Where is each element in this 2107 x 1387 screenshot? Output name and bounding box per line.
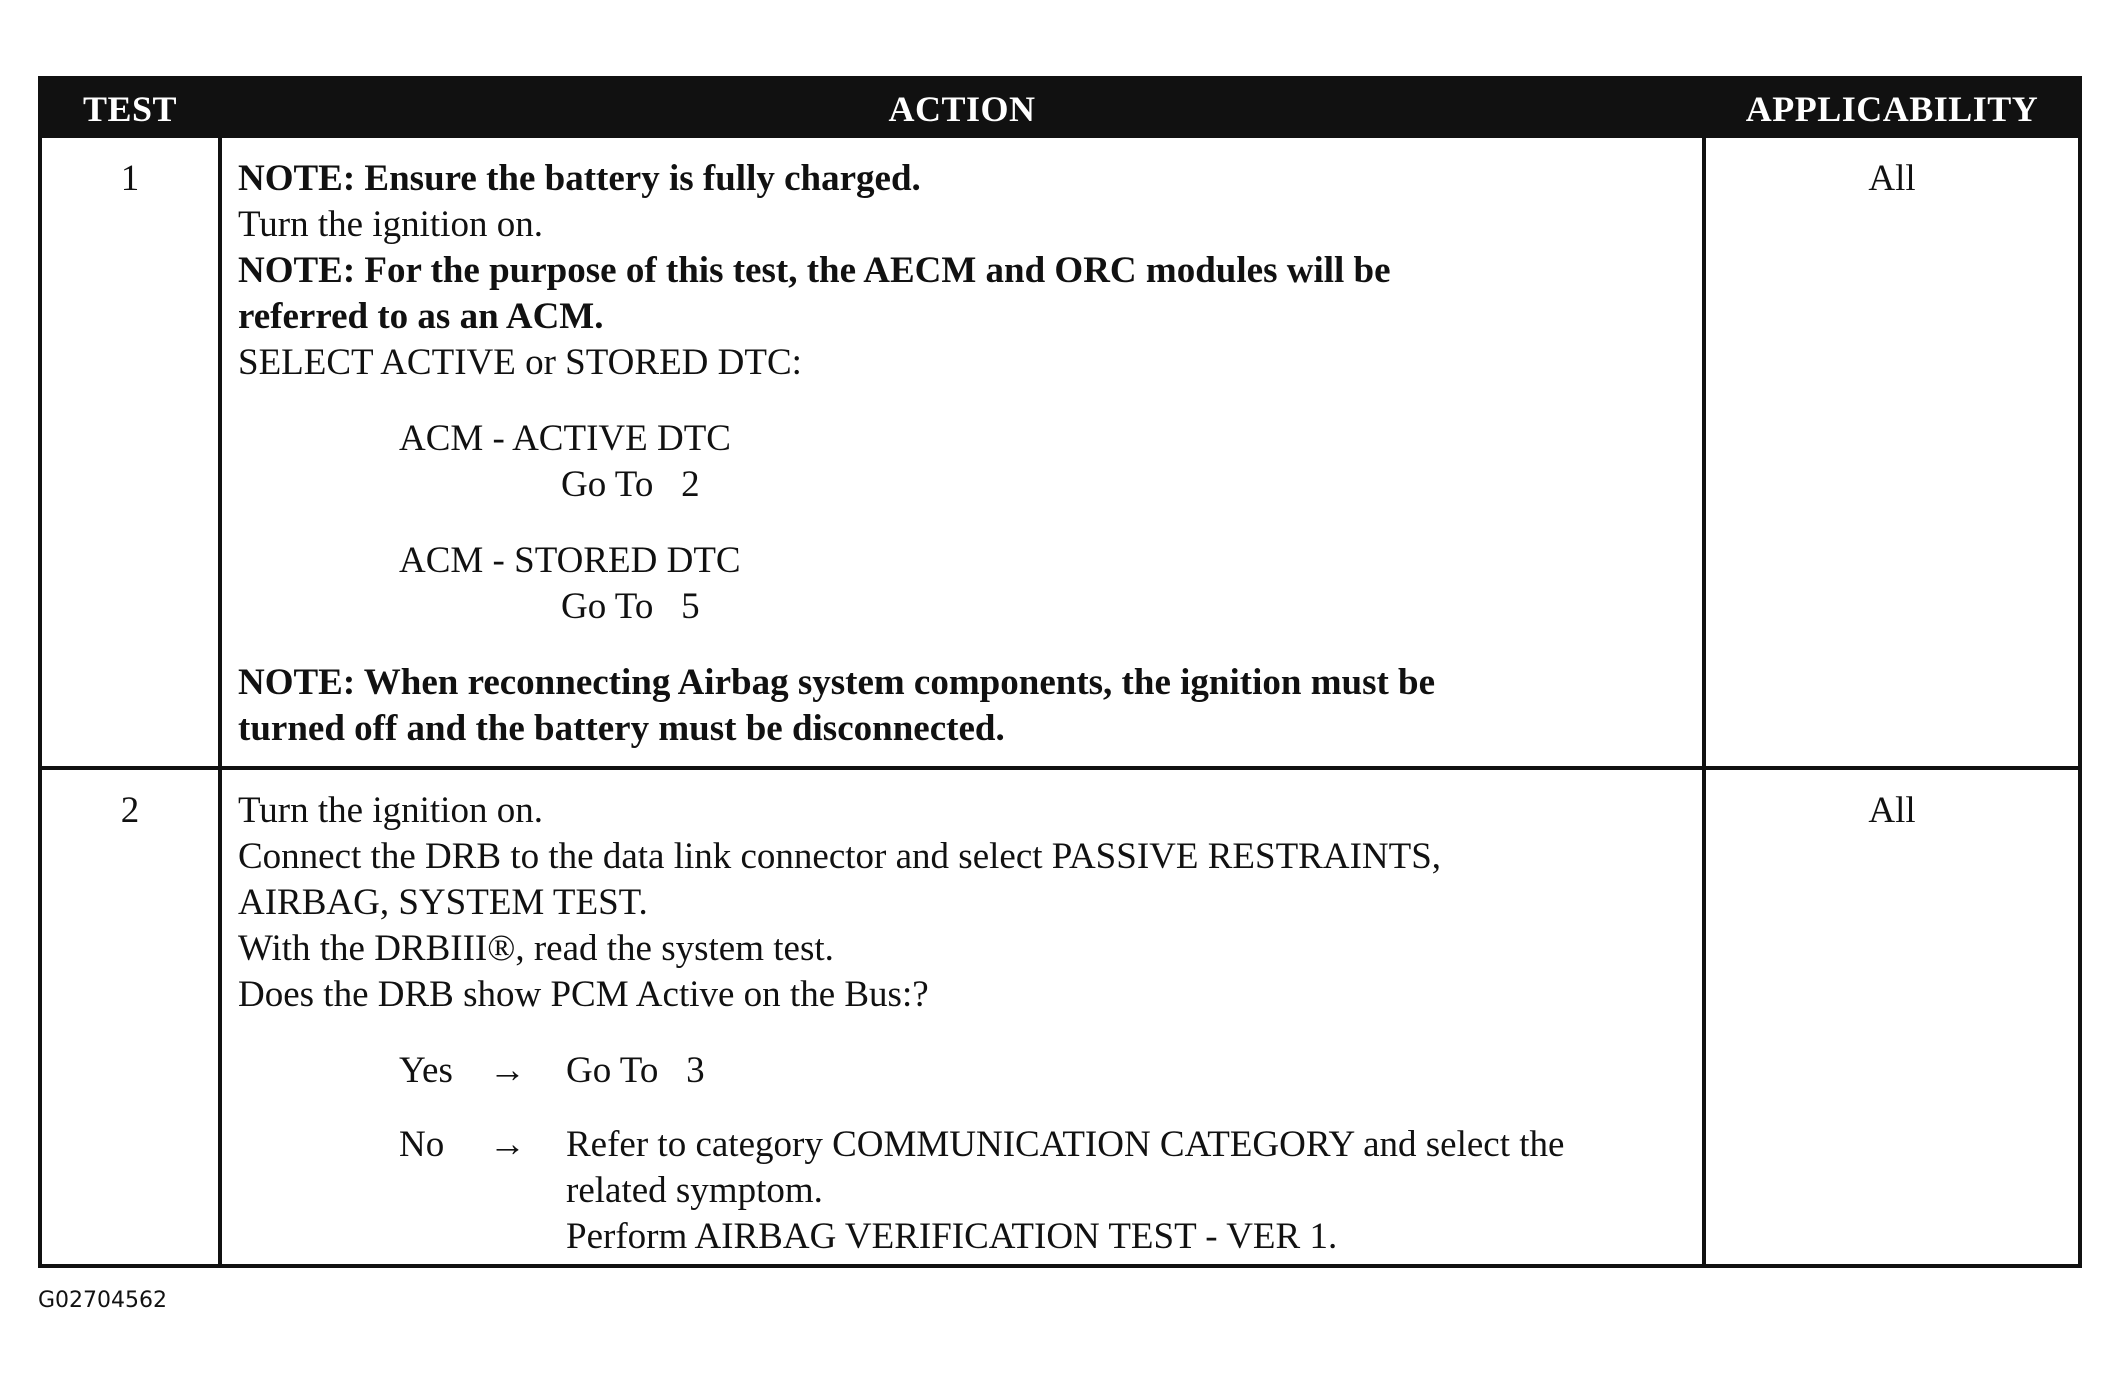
step-text: With the DRBIII®, read the system test. — [238, 928, 834, 969]
option-label: ACM - ACTIVE DTC — [399, 418, 731, 459]
option-label: ACM - STORED DTC — [399, 540, 741, 581]
question-text: Does the DRB show PCM Active on the Bus:? — [238, 974, 929, 1015]
test-number: 1 — [120, 158, 140, 199]
figure-id: G02704562 — [38, 1288, 168, 1313]
action-cell — [226, 138, 1702, 766]
diagnostic-test-table — [38, 76, 2082, 1268]
right-arrow-icon: → — [489, 1124, 526, 1165]
header-action: ACTION — [888, 89, 1036, 129]
step-text: Connect the DRB to the data link connector and select PASSIVE RESTRAINTS, — [238, 836, 1442, 877]
note-text: NOTE: When reconnecting Airbag system components, the ignition must be — [238, 662, 1436, 703]
goto-text: Go To 2 — [561, 464, 700, 505]
header-applicability: APPLICABILITY — [1745, 89, 2039, 129]
step-text: AIRBAG, SYSTEM TEST. — [238, 882, 648, 923]
note-text: NOTE: For the purpose of this test, the AECM and ORC modules will be — [238, 250, 1391, 291]
right-arrow-icon: → — [489, 1050, 526, 1091]
choice-text: Go To 3 — [566, 1050, 705, 1091]
note-text: NOTE: Ensure the battery is fully charged. — [238, 158, 921, 199]
table-row — [42, 138, 2078, 766]
test-number: 2 — [120, 790, 140, 831]
choice-yes — [238, 1048, 1690, 1094]
table-header-row — [42, 80, 2078, 138]
applicability-value: All — [1868, 158, 1916, 199]
choice-label: No — [399, 1124, 445, 1165]
note-text: referred to as an ACM. — [238, 296, 604, 337]
table-row — [42, 770, 2078, 1264]
choice-no — [238, 1122, 1690, 1260]
goto-text: Go To 5 — [561, 586, 700, 627]
header-test: TEST — [82, 89, 178, 129]
step-text: Turn the ignition on. — [238, 204, 543, 245]
step-text: Turn the ignition on. — [238, 790, 543, 831]
note-text: turned off and the battery must be disconnected. — [238, 708, 1005, 749]
choice-label: Yes — [399, 1050, 453, 1091]
choice-text: Refer to category COMMUNICATION CATEGORY and select the related symptom. Perform AIRBAG VERIFICATION TEST - VER 1. — [566, 1124, 1565, 1257]
action-cell — [226, 770, 1702, 1264]
select-prompt: SELECT ACTIVE or STORED DTC: — [238, 342, 802, 383]
applicability-value: All — [1868, 790, 1916, 831]
